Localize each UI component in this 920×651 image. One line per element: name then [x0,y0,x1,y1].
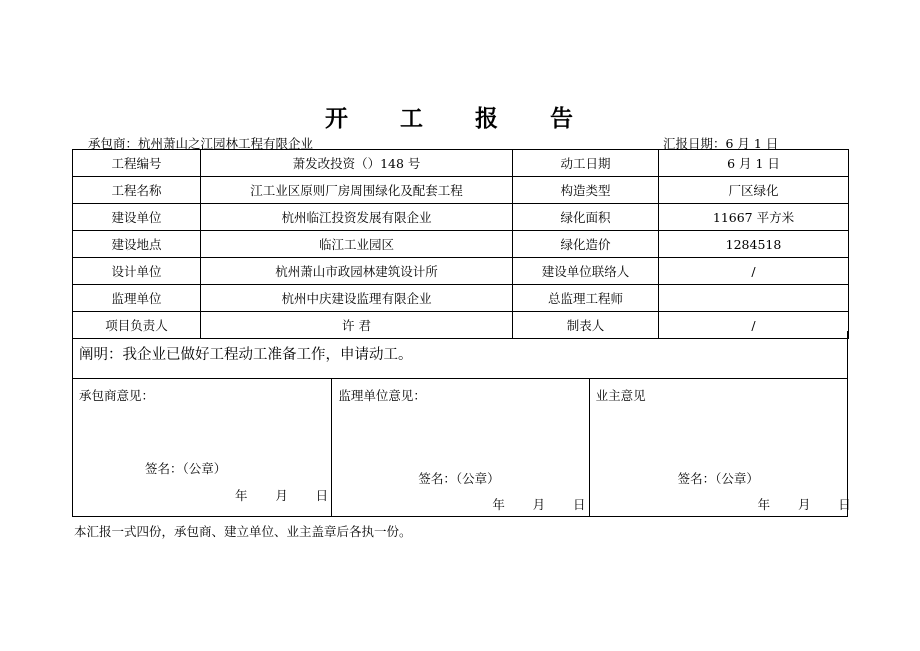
field-value [659,285,849,312]
field-value: 杭州中庆建设监理有限企业 [201,285,513,312]
field-label: 项目负责人 [73,312,201,339]
field-label: 绿化面积 [513,204,659,231]
owner-opinion-label: 业主意见 [595,388,646,403]
supervisor-date: 年 月 日 [492,497,586,512]
field-value: 1284518 [659,231,849,258]
statement: 阐明：我企业已做好工程动工准备工作，申请动工。 [72,331,848,379]
supervisor-opinion-box [331,379,588,516]
table-row [73,258,849,285]
supervisor-signature: 签名：（公章） [418,471,500,486]
field-value: 许 君 [201,312,513,339]
field-value: / [659,258,849,285]
owner-opinion-box [589,379,851,516]
opinions-section [72,379,851,517]
field-value: 杭州萧山市政园林建筑设计所 [201,258,513,285]
report-date-line: 汇报日期：6 月 1 日 [663,136,779,151]
field-label: 制表人 [513,312,659,339]
owner-signature: 签名：（公章） [677,471,759,486]
field-label: 建设单位联络人 [513,258,659,285]
field-label: 建设单位 [73,204,201,231]
table-row [73,204,849,231]
owner-date: 年 月 日 [757,497,851,512]
field-label: 工程编号 [73,150,201,177]
field-label: 工程名称 [73,177,201,204]
contractor-date: 年 月 日 [235,488,329,503]
field-label: 动工日期 [513,150,659,177]
field-label: 构造类型 [513,177,659,204]
field-value: 厂区绿化 [659,177,849,204]
field-label: 设计单位 [73,258,201,285]
contractor-line: 承包商：杭州萧山之江园林工程有限企业 [88,136,314,151]
field-value: / [659,312,849,339]
field-value: 6 月 1 日 [659,150,849,177]
report-title: 开 工 报 告 [324,105,596,132]
field-label: 监理单位 [73,285,201,312]
field-value: 临江工业园区 [201,231,513,258]
table-row [73,150,849,177]
footer-note: 本汇报一式四份，承包商、建立单位、业主盖章后各执一份。 [74,524,412,539]
field-value: 江工业区原则厂房周围绿化及配套工程 [201,177,513,204]
field-label: 建设地点 [73,231,201,258]
field-value: 杭州临江投资发展有限企业 [201,204,513,231]
contractor-opinion-box [73,379,331,516]
field-label: 绿化造价 [513,231,659,258]
field-label: 总监理工程师 [513,285,659,312]
table-row [73,231,849,258]
project-info-table [72,149,849,339]
contractor-opinion-label: 承包商意见： [79,388,155,403]
field-value: 11667 平方米 [659,204,849,231]
supervisor-opinion-label: 监理单位意见： [338,388,426,403]
contractor-signature: 签名：（公章） [145,461,227,476]
table-row [73,285,849,312]
field-value: 萧发改投资（）148 号 [201,150,513,177]
table-row [73,177,849,204]
